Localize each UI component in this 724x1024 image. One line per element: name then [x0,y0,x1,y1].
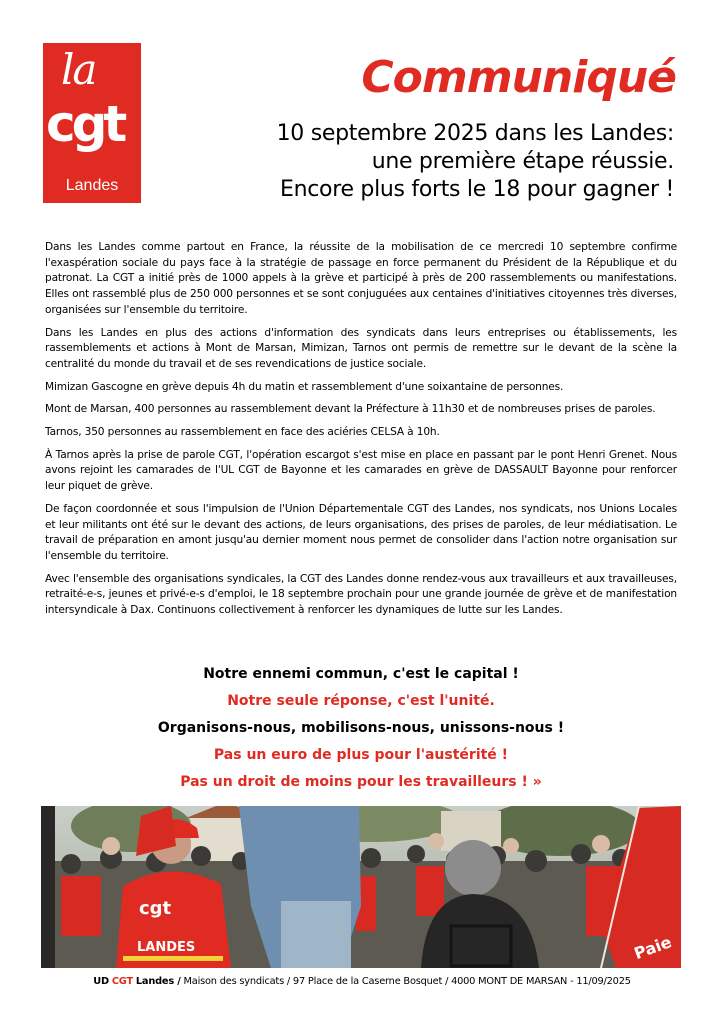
footer-address: Maison des syndicats / 97 Place de la Caserne Bosquet / 4000 MONT DE MARSAN - 11/09/2025 [183,976,631,987]
paragraph: De façon coordonnée et sous l'impulsion de l'Union Départementale CGT des Landes, nos syndicats, nos Unions Locales et leur militants ont été sur le devant des actions, de leurs organisations, des prises de paroles, de leur médiatisation. Le travail de préparation en amont jusqu'au dernier moment nous permet de consolider dans l'action notre organisation sur l'ensemble du territoire. [45,502,677,562]
subtitle-line: Encore plus forts le 18 pour gagner ! [280,177,674,202]
subtitle-line: 10 septembre 2025 dans les Landes: [276,121,674,146]
rally-photo [41,806,681,968]
cgt-landes-logo [43,43,141,203]
footer [0,976,724,987]
paragraph: Mont de Marsan, 400 personnes au rassemblement devant la Préfecture à 11h30 et de nombreuses prises de paroles. [45,403,656,416]
slogan: Notre ennemi commun, c'est le capital ! [203,666,519,682]
slogan: Notre seule réponse, c'est l'unité. [227,693,495,709]
paragraph: À Tarnos après la prise de parole CGT, l'opération escargot s'est mise en place en passant par le pont Henri Grenet. Nous avons rejoint les camarades de l'UL CGT de Bayonne et les camarades en grève de DASSAULT Bayonne pour renforcer leur piquet de grève. [45,448,677,493]
slogan: Organisons-nous, mobilisons-nous, unissons-nous ! [157,720,565,736]
logo-region: Landes [65,177,119,194]
subtitle [277,120,674,204]
slogans [45,661,677,796]
body-text [45,240,677,626]
flag-text: Paie [631,932,675,964]
vest-text: LANDES [137,940,196,955]
paragraph: Dans les Landes en plus des actions d'information des syndicats dans leurs entreprises ou établissements, les rassemblements et actions à Mont de Marsan, Mimizan, Tarnos ont permis de remettre sur le devant de la scène la centralité du monde du travail et de ses revendications de justice sociale. [45,326,677,370]
footer-org-prefix: UD [93,976,109,987]
page-title: Communiqué [361,52,676,103]
slogan: Pas un droit de moins pour les travailleurs ! » [180,774,542,790]
paragraph: Avec l'ensemble des organisations syndicales, la CGT des Landes donne rendez-vous aux travailleurs et aux travailleuses, retraité-e-s, jeunes et privé-e-s d'emploi, le 18 septembre prochain pour une grande journée de grève et de manifestation intersyndicale à Dax. Continuons collectivement à renforcer les dynamiques de lutte sur les Landes. [45,572,677,617]
footer-org-suffix: Landes / [135,976,181,987]
footer-org-cgt: CGT [111,976,133,987]
vest-logo: cgt [139,898,172,919]
paragraph: Mimizan Gascogne en grève depuis 4h du matin et rassemblement d'une soixantaine de personnes. [45,380,564,393]
logo-la-text: la [61,45,96,94]
slogan: Pas un euro de plus pour l'austérité ! [213,747,509,763]
paragraph: Dans les Landes comme partout en France, la réussite de la mobilisation de ce mercredi 10 septembre confirme l'exaspération sociale du pays face à la stratégie de passage en force permanent du Président de la République et du patronat. La CGT a initié près de 1000 appels à la grève et participé à près de 200 rassemblements ou manifestations. Elles ont rassemblé plus de 250 000 personnes et se sont conjuguées aux centaines d'initiatives citoyennes très diverses, organisées sur l'ensemble du territoire. [45,241,677,316]
logo-cgt-text: cgt [46,95,124,153]
paragraph: Tarnos, 350 personnes au rassemblement en face des aciéries CELSA à 10h. [45,426,440,439]
subtitle-line: une première étape réussie. [371,149,674,174]
rally-photo-illustration [41,806,681,968]
